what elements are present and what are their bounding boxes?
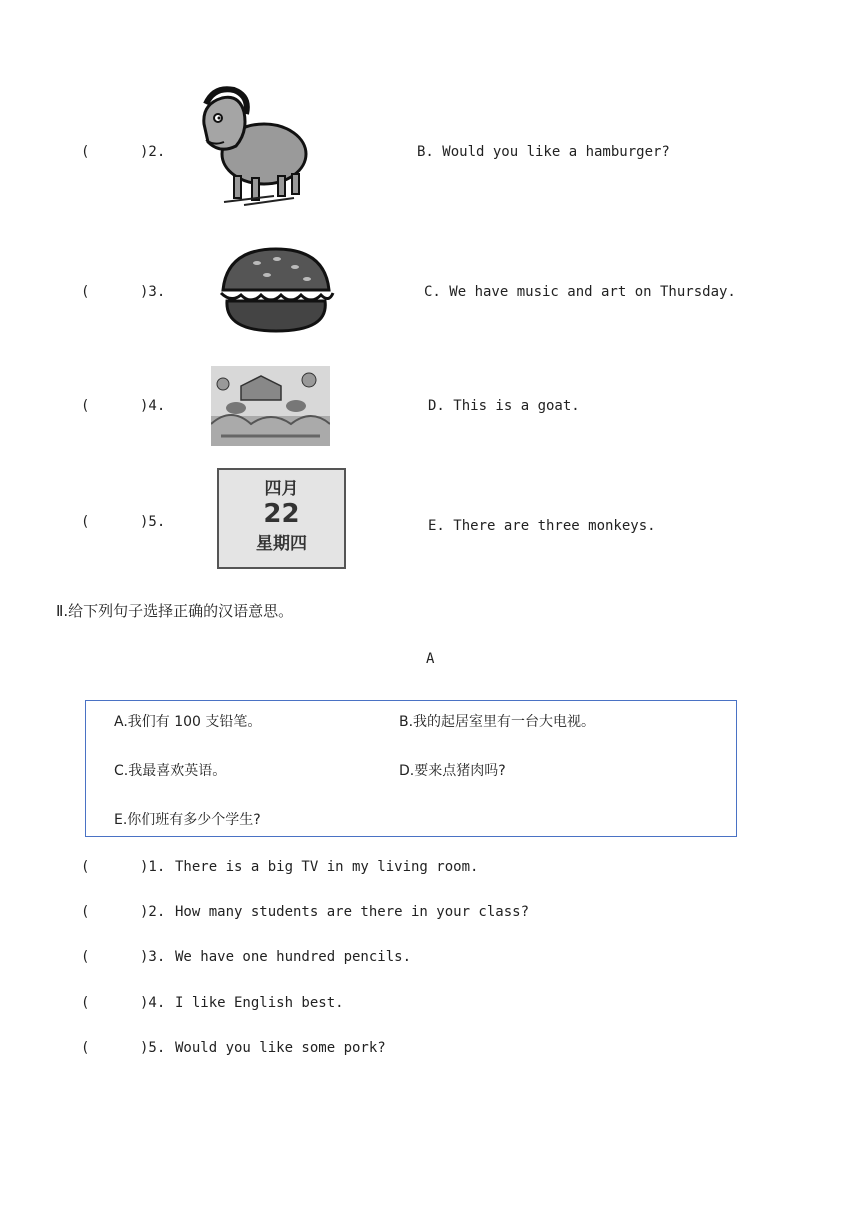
- answer-paren[interactable]: (: [81, 1040, 90, 1056]
- answer-paren[interactable]: (: [81, 514, 90, 530]
- hamburger-picture: [217, 245, 335, 335]
- option-d: D.要来点猪肉吗?: [399, 763, 506, 779]
- question-number: )2.: [140, 144, 166, 160]
- option-sentence: B. Would you like a hamburger?: [417, 144, 670, 160]
- calendar-weekday: 星期四: [256, 534, 307, 554]
- question-text: How many students are there in your class?: [175, 904, 530, 920]
- goat-picture: [184, 84, 314, 209]
- option-sentence: C. We have music and art on Thursday.: [424, 284, 736, 300]
- question-number: )4.: [140, 995, 166, 1011]
- answer-paren[interactable]: (: [81, 284, 90, 300]
- question-number: )4.: [140, 398, 166, 414]
- option-b: B.我的起居室里有一台大电视。: [399, 714, 596, 730]
- question-text: There is a big TV in my living room.: [175, 859, 479, 875]
- options-box: [85, 700, 737, 837]
- question-number: )3.: [140, 284, 166, 300]
- answer-paren[interactable]: (: [81, 949, 90, 965]
- calendar-picture: [217, 468, 346, 569]
- calendar-month: 四月: [264, 479, 299, 499]
- answer-paren[interactable]: (: [81, 144, 90, 160]
- question-number: )3.: [140, 949, 166, 965]
- question-text: I like English best.: [175, 995, 344, 1011]
- option-e: E.你们班有多少个学生?: [114, 812, 261, 828]
- question-number: )5.: [140, 514, 166, 530]
- question-number: )2.: [140, 904, 166, 920]
- farm-animals-picture: [211, 366, 330, 446]
- section-heading: Ⅱ.给下列句子选择正确的汉语意思。: [56, 602, 294, 620]
- question-text: Would you like some pork?: [175, 1040, 386, 1056]
- option-sentence: D. This is a goat.: [428, 398, 580, 414]
- answer-paren[interactable]: (: [81, 859, 90, 875]
- option-c: C.我最喜欢英语。: [114, 763, 227, 779]
- answer-paren[interactable]: (: [81, 904, 90, 920]
- answer-paren[interactable]: (: [81, 398, 90, 414]
- option-sentence: E. There are three monkeys.: [428, 518, 656, 534]
- question-number: )5.: [140, 1040, 166, 1056]
- question-number: )1.: [140, 859, 166, 875]
- option-a: A.我们有 100 支铅笔。: [114, 714, 262, 730]
- calendar-day: 22: [263, 499, 300, 529]
- answer-paren[interactable]: (: [81, 995, 90, 1011]
- group-label: A: [426, 651, 435, 667]
- question-text: We have one hundred pencils.: [175, 949, 412, 965]
